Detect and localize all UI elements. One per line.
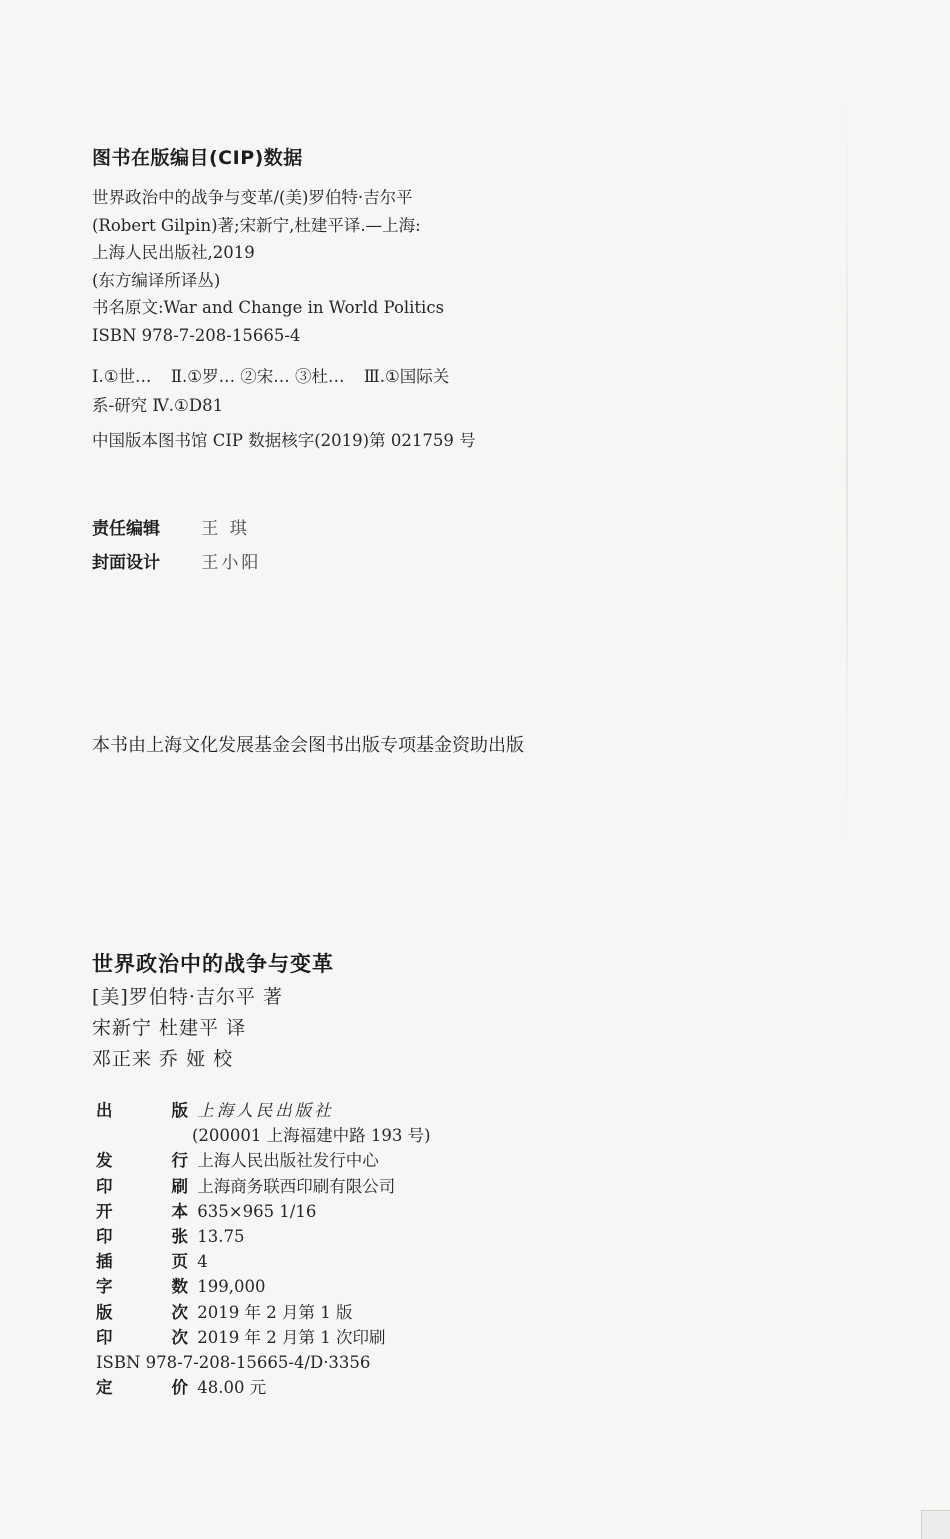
author-line: [美]罗伯特·吉尔平 著 [92, 986, 283, 1008]
publisher-address: (200001 上海福建中路 193 号) [192, 1126, 431, 1146]
colophon-label: 印 刷 [96, 1176, 188, 1196]
translators-line: 宋新宁 杜建平 译 [92, 1017, 247, 1039]
colophon-row [96, 1199, 431, 1224]
colophon-row [96, 1249, 431, 1274]
cip-line: 世界政治中的战争与变革/(美)罗伯特·吉尔平 [92, 188, 413, 207]
book-title: 世界政治中的战争与变革 [92, 952, 334, 976]
colophon-label: 印 次 [96, 1327, 188, 1347]
colophon-row [96, 1350, 431, 1375]
classification-item: Ⅱ.①罗… ②宋… ③杜… [170, 367, 345, 386]
colophon-row [96, 1224, 431, 1249]
book-credits [92, 982, 283, 1075]
staff-value: 王小阳 [201, 553, 262, 573]
colophon-row [96, 1148, 431, 1173]
colophon-row [96, 1098, 431, 1123]
colophon-label: 发 行 [96, 1151, 188, 1171]
colophon-row [96, 1325, 431, 1350]
publisher-name: 上海人民出版社 [197, 1101, 334, 1120]
printer: 上海商务联西印刷有限公司 [197, 1176, 396, 1196]
colophon-label: 定 价 [96, 1378, 188, 1398]
page-edge-shadow [846, 90, 848, 850]
isbn: ISBN 978-7-208-15665-4/D·3356 [96, 1352, 371, 1372]
cip-line: (Robert Gilpin)著;宋新宁,杜建平译.—上海: [92, 215, 421, 235]
format: 635×965 1/16 [197, 1201, 317, 1221]
word-count: 199,000 [197, 1277, 266, 1297]
cip-title: 图书在版编目(CIP)数据 [92, 147, 303, 169]
colophon-row [96, 1174, 431, 1199]
colophon-label: 版 次 [96, 1302, 188, 1322]
funding-note: 本书由上海文化发展基金会图书出版专项基金资助出版 [92, 735, 524, 756]
cip-record [92, 184, 444, 349]
staff-row [92, 546, 261, 580]
cip-line: (东方编译所译丛) [92, 270, 221, 290]
edition: 2019 年 2 月第 1 版 [197, 1302, 353, 1322]
colophon-label: 字 数 [96, 1277, 188, 1297]
cip-line: 上海人民出版社,2019 [92, 243, 255, 262]
price: 48.00 元 [197, 1378, 267, 1398]
distributor: 上海人民出版社发行中心 [197, 1151, 379, 1171]
colophon [96, 1098, 431, 1400]
classification-item: Ⅰ.①世… [92, 367, 152, 386]
cip-line: 书名原文:War and Change in World Politics [92, 298, 445, 317]
printing: 2019 年 2 月第 1 次印刷 [197, 1327, 386, 1347]
page-corner [921, 1510, 950, 1539]
colophon-row [96, 1274, 431, 1299]
classification-line: 系-研究 Ⅳ.①D81 [92, 396, 224, 415]
staff-row [92, 512, 261, 546]
editorial-staff [92, 512, 261, 580]
cip-line: ISBN 978-7-208-15665-4 [92, 325, 301, 345]
cip-verification-number: 中国版本图书馆 CIP 数据核字(2019)第 021759 号 [92, 431, 476, 450]
colophon-row [96, 1123, 431, 1148]
classification-item: Ⅲ.①国际关 [363, 367, 450, 386]
colophon-label: 出 版 [96, 1101, 188, 1120]
colophon-label: 插 页 [96, 1252, 188, 1272]
staff-value: 王 琪 [201, 519, 250, 539]
staff-label: 封面设计 [92, 553, 160, 573]
colophon-label: 印 张 [96, 1226, 188, 1246]
staff-label: 责任编辑 [92, 519, 160, 539]
cip-classification [92, 362, 463, 420]
plates: 4 [197, 1252, 208, 1272]
classification-line [92, 362, 463, 391]
colophon-row [96, 1375, 431, 1400]
proofreaders-line: 邓正来 乔 娅 校 [92, 1048, 234, 1070]
colophon-row [96, 1300, 431, 1325]
printed-sheets: 13.75 [197, 1226, 245, 1246]
colophon-label: 开 本 [96, 1201, 188, 1221]
